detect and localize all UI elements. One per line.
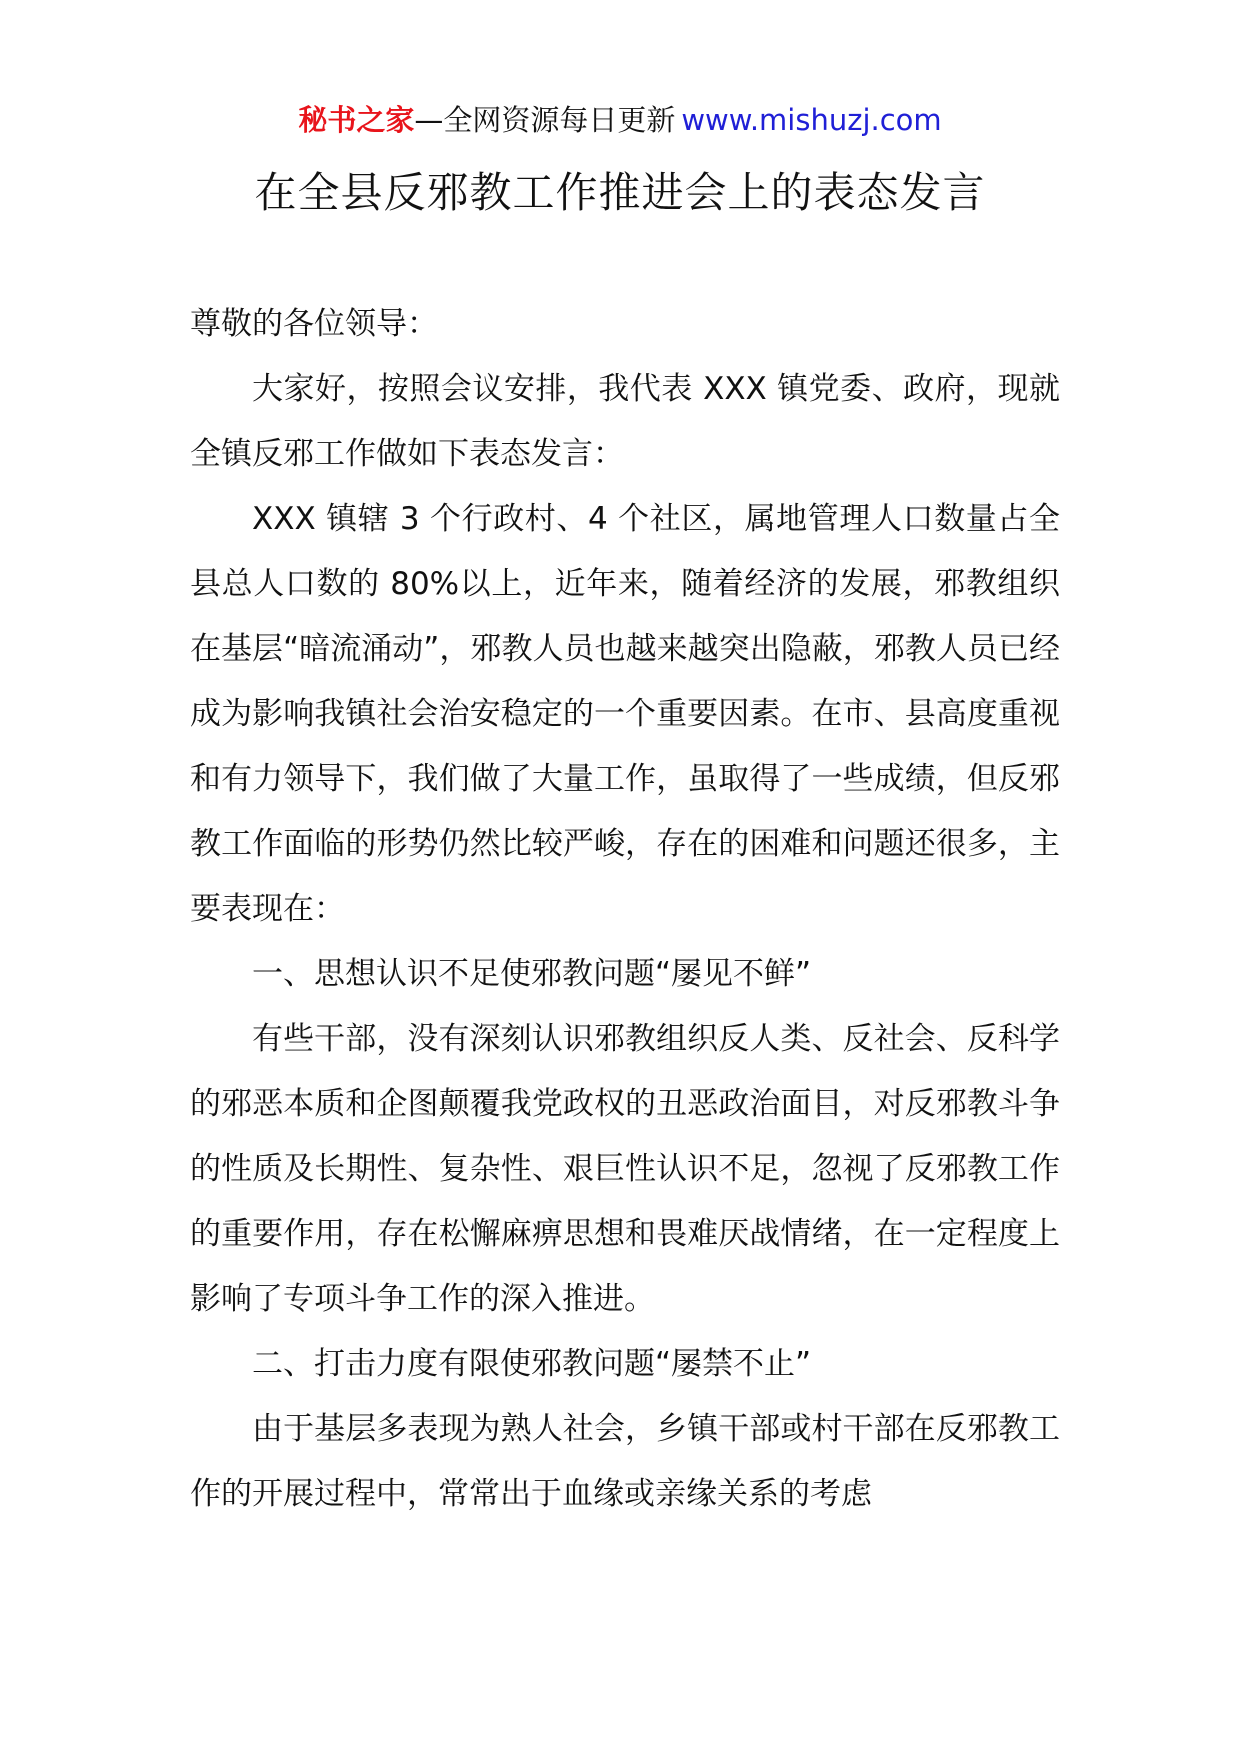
paragraph-section-1: 有些干部，没有深刻认识邪教组织反人类、反社会、反科学的邪恶本质和企图颠覆我党政权的丑恶政治面目，对反邪教斗争的性质及长期性、复杂性、艰巨性认识不足，忽视了反邪教工作的重要作用，存在松懈麻痹思想和畏难厌战情绪，在一定程度上影响了专项斗争工作的深入推进。	[190, 1021, 1060, 1317]
document-body	[190, 292, 1060, 1527]
section-heading-2: 二、打击力度有限使邪教问题“屡禁不止”	[252, 1346, 812, 1382]
paragraph-opening: 大家好，按照会议安排，我代表 XXX 镇党委、政府，现就全镇反邪工作做如下表态发言：	[190, 371, 1060, 472]
paragraph-section-2: 由于基层多表现为熟人社会，乡镇干部或村干部在反邪教工作的开展过程中，常常出于血缘或亲缘关系的考虑	[190, 1411, 1060, 1512]
site-header	[0, 100, 1240, 140]
salutation: 尊敬的各位领导：	[190, 306, 438, 342]
site-slogan: —全网资源每日更新	[414, 103, 676, 137]
paragraph-background: XXX 镇辖 3 个行政村、4 个社区，属地管理人口数量占全县总人口数的 80%以上，近年来，随着经济的发展，邪教组织在基层“暗流涌动”，邪教人员也越来越突出隐蔽，邪教人员已经成为影响我镇社会治安稳定的一个重要因素。在市、县高度重视和有力领导下，我们做了大量工作，虽取得了一些成绩，但反邪教工作面临的形势仍然比较严峻，存在的困难和问题还很多，主要表现在：	[190, 501, 1060, 927]
section-heading-1: 一、思想认识不足使邪教问题“屡见不鲜”	[252, 956, 812, 992]
site-brand: 秘书之家	[298, 103, 415, 137]
site-url-link[interactable]: www.mishuzj.com	[681, 103, 942, 137]
document-title: 在全县反邪教工作推进会上的表态发言	[254, 168, 986, 217]
